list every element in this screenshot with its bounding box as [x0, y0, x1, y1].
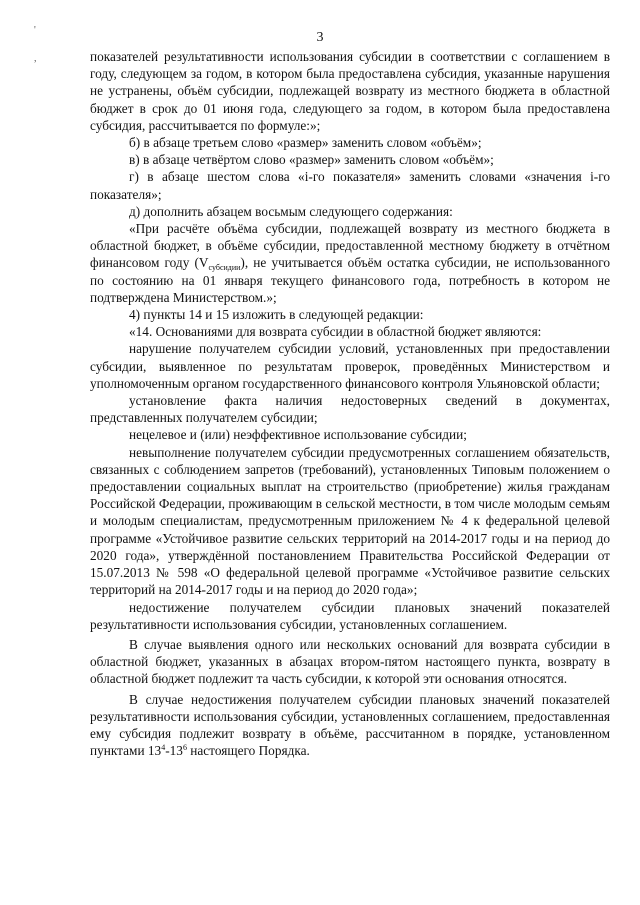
paragraph: установление факта наличия недостоверных сведений в документах, представленных получателем субсидии; [90, 393, 610, 426]
paragraph-text: настоящего Порядка. [186, 743, 310, 759]
paragraph: в) в абзаце четвёртом слово «размер» заменить словом «объём»; [129, 152, 494, 168]
superscript: 6 [182, 743, 187, 753]
superscript: 4 [161, 743, 166, 753]
paragraph-inserted-text [90, 220, 610, 306]
paragraph-text: -13 [165, 743, 183, 759]
margin-mark: ' [34, 25, 36, 36]
paragraph: недостижение получателем субсидии плановых значений показателей результативности использования субсидии, установленных соглашением. [90, 599, 610, 632]
paragraph: невыполнение получателем субсидии предусмотренных соглашением обязательств, связанных с соблюдением запретов (требований), установленных Типовым положением о предоставлении социальных выплат на строительство (приобретение) жилья гражданам Российской Федерации, проживающим в сельской местности, в том числе молодым семьям и молодым специалистам, предусмотренным приложением № 4 к федеральной целевой программе «Устойчивое развитие сельских территорий на 2014-2017 годы и на период до 2020 года», утверждённой постановлением Правительства Российской Федерации от 15.07.2013 № 598 «О федеральной целевой программе «Устойчивое развитие сельских территорий на 2014-2017 годы и на период до 2020 года»; [90, 444, 610, 598]
paragraph-last [90, 691, 610, 760]
paragraph: «14. Основаниями для возврата субсидии в областной бюджет являются: [129, 324, 542, 340]
paragraph: нарушение получателем субсидии условий, установленных при предоставлении субсидии, выявленное по результатам проверок, проведённых Министерством и уполномоченным органом государственного финансового контроля Ульяновской области; [90, 341, 610, 391]
paragraph: В случае выявления одного или нескольких оснований для возврата субсидии в областной бюджет, указанных в абзацах втором-пятом настоящего пункта, возврату в областной бюджет подлежит та часть субсидии, к которой эти основания относятся. [90, 636, 610, 687]
paragraph-text: ), не учитывается объём остатка субсидии, не использованного по состоянию на 01 января текущего финансового года, потребность в котором не подтверждена Министерством.»; [90, 255, 610, 305]
paragraph-text: «При расчёте объёма субсидии, подлежащей возврату из местного бюджета в областной бюджет, в объёме субсидии, предоставленной местному бюджету в отчётном финансовом году (V [90, 221, 610, 271]
paragraph: б) в абзаце третьем слово «размер» заменить словом «объём»; [129, 135, 482, 151]
paragraph: 4) пункты 14 и 15 изложить в следующей редакции: [129, 307, 424, 323]
paragraph-text: В случае недостижения получателем субсидии плановых значений показателей результативности использования субсидии, установленных соглашением, предоставленная ему субсидия подлежит возврату в объёме, рассчитанном в порядке, установленном пунктами 13 [90, 691, 610, 759]
paragraph: д) дополнить абзацем восьмым следующего содержания: [129, 203, 453, 219]
document-body [90, 48, 610, 759]
subscript: субсидии [208, 263, 241, 273]
margin-mark: , [34, 53, 37, 64]
paragraph: г) в абзаце шестом слова «i-го показателя» заменить словами «значения i-го показателя»; [90, 169, 610, 202]
paragraph: нецелевое и (или) неэффективное использование субсидии; [129, 427, 467, 443]
paragraph: показателей результативности использования субсидии в соответствии с соглашением в году, следующем за годом, в котором была предоставлена субсидия, указанные нарушения не устранены, объём субсидии, подлежащей возврату из местного бюджета в областной бюджет в срок до 01 июня года, следующего за годом, в котором была предоставлена субсидия, рассчитывается по формуле:»; [90, 49, 610, 133]
page-number: 3 [316, 30, 324, 45]
